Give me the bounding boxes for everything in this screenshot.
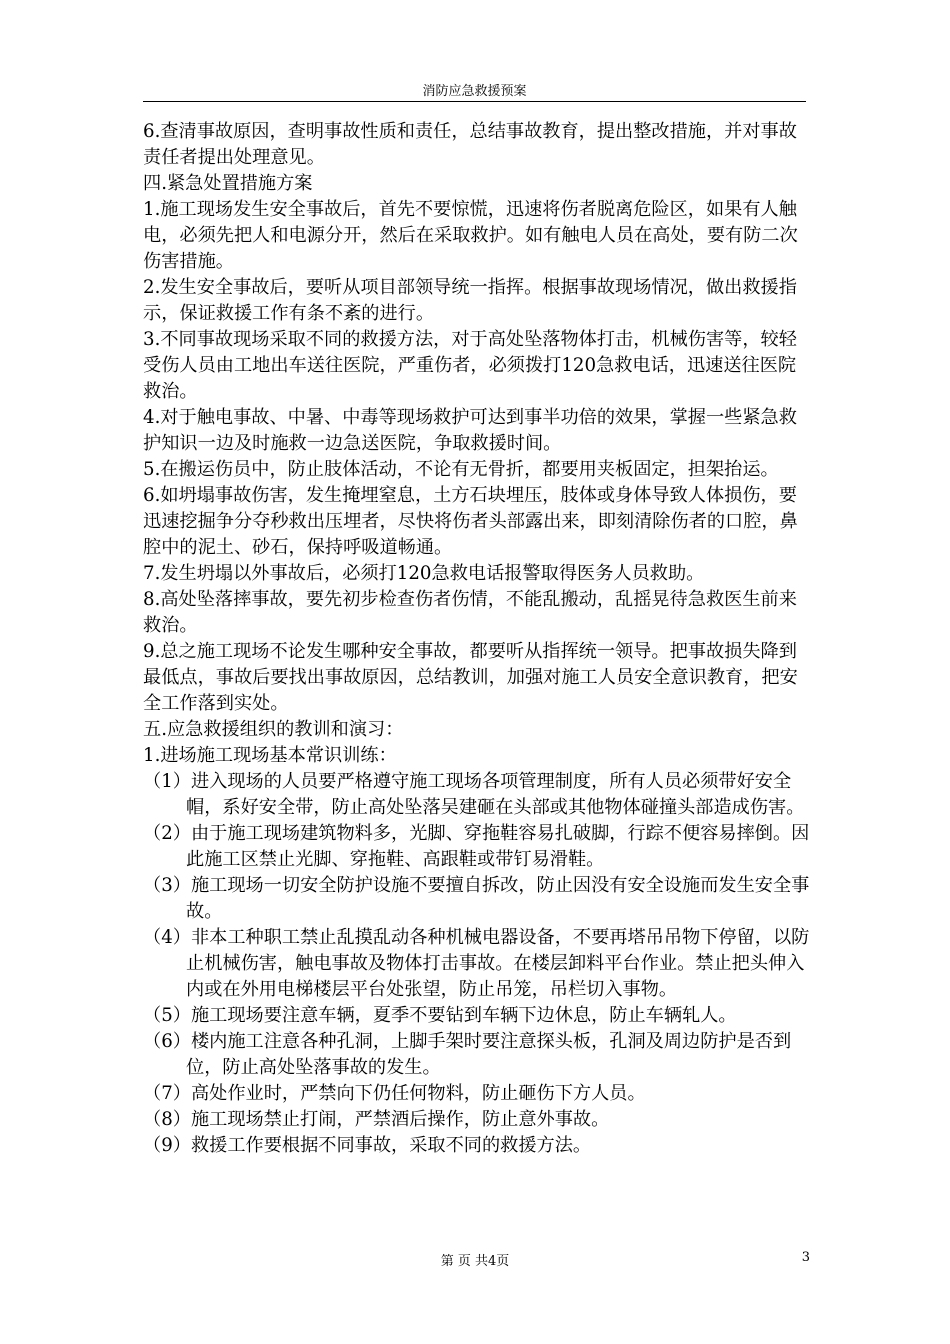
page-number: 3 [801,1250,810,1265]
paragraph: 1.施工现场发生安全事故后，首先不要惊慌，迅速将伤者脱离危险区，如果有人触电，必须先把人和电源分开，然后在采取救护。如有触电人员在高处，要有防二次伤害措施。 [143,199,798,272]
paragraph: 2.发生安全事故后，要听从项目部领导统一指挥。根据事故现场情况，做出救援指示，保证救援工作有条不紊的进行。 [143,277,797,324]
list-item: （7）高处作业时，严禁向下仍任何物料，防止砸伤下方人员。 [143,1083,646,1104]
header-rule [143,101,806,102]
page-footer-label: 第 页 共4页 [440,1254,510,1269]
list-item: （4）非本工种职工禁止乱摸乱动各种机械电器设备，不要再塔吊吊物下停留，以防止机械伤害，触电事故及物体打击事故。在楼层卸料平台作业。禁止把头伸入内或在外用电梯楼层平台处张望，防止吊笼，吊栏切入事物。 [143,927,810,1000]
paragraph: 9.总之施工现场不论发生哪种安全事故，都要听从指挥统一领导。把事故损失降到最低点，事故后要找出事故原因，总结教训，加强对施工人员安全意识教育，把安全工作落到实处。 [143,641,798,714]
list-item: （1）进入现场的人员要严格遵守施工现场各项管理制度，所有人员必须带好安全帽，系好安全带，防止高处坠落吴建砸在头部或其他物体碰撞头部造成伤害。 [143,771,805,818]
paragraph: 6.如坍塌事故伤害，发生掩埋窒息，土方石块埋压，肢体或身体导致人体损伤，要迅速挖掘争分夺秒救出压埋者，尽快将伤者头部露出来，即刻清除伤者的口腔，鼻腔中的泥土、砂石，保持呼吸道畅通。 [143,485,798,558]
paragraph: 7.发生坍塌以外事故后，必须打120急救电话报警取得医务人员救助。 [143,563,705,584]
page-header-title: 消防应急救援预案 [422,84,527,99]
list-item: （6）楼内施工注意各种孔洞，上脚手架时要注意探头板，孔洞及周边防护是否到位，防止高处坠落事故的发生。 [143,1031,792,1078]
section-heading: 五.应急救援组织的教训和演习： [143,719,404,740]
paragraph: 4.对于触电事故、中暑、中毒等现场救护可达到事半功倍的效果，掌握一些紧急救护知识一边及时施救一边急送医院，争取救援时间。 [143,407,797,454]
paragraph: 1.进场施工现场基本常识训练： [143,745,397,766]
paragraph: 8.高处坠落摔事故，要先初步检查伤者伤情，不能乱搬动，乱摇晃待急救医生前来救治。 [143,589,797,636]
list-item: （5）施工现场要注意车辆，夏季不要钻到车辆下边休息，防止车辆轧人。 [143,1005,737,1026]
body-text [143,119,811,1159]
list-item: （3）施工现场一切安全防护设施不要擅自拆改，防止因没有安全设施而发生安全事故。 [143,875,810,922]
list-item: （8）施工现场禁止打闹，严禁酒后操作，防止意外事故。 [143,1109,610,1130]
paragraph: 5.在搬运伤员中，防止肢体活动，不论有无骨折，都要用夹板固定，担架抬运。 [143,459,779,480]
paragraph: 3.不同事故现场采取不同的救援方法，对于高处坠落物体打击，机械伤害等，较轻受伤人员由工地出车送往医院，严重伤者，必须拨打120急救电话，迅速送往医院救治。 [143,329,797,402]
list-item: （2）由于施工现场建筑物料多，光脚、穿拖鞋容易扎破脚，行踪不便容易摔倒。因此施工区禁止光脚、穿拖鞋、高跟鞋或带钉易滑鞋。 [143,823,810,870]
section-heading: 四.紧急处置措施方案 [143,173,313,194]
paragraph: 6.查清事故原因，查明事故性质和责任，总结事故教育，提出整改措施，并对事故责任者提出处理意见。 [143,121,797,168]
list-item: （9）救援工作要根据不同事故，采取不同的救援方法。 [143,1135,592,1156]
